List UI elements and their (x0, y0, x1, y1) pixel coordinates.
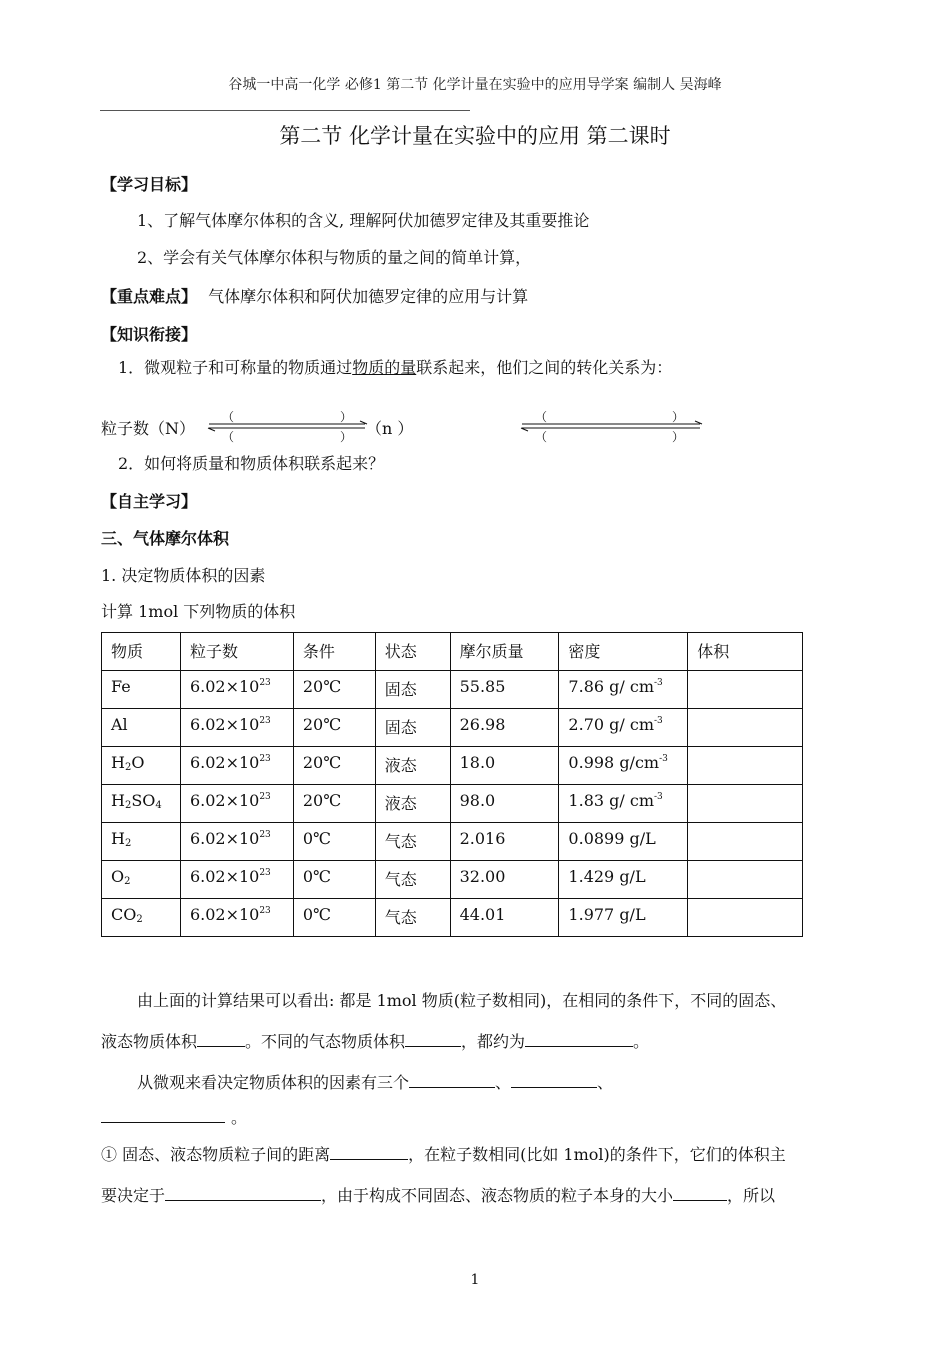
volume-cell[interactable] (688, 899, 803, 937)
table-header-row (102, 633, 803, 671)
particle-count-cell (180, 861, 293, 899)
particle-count-label: 粒子数（N） (101, 419, 196, 438)
page-number: 1 (470, 1272, 480, 1288)
count-exponent: 23 (259, 830, 271, 840)
formula-subscript: 2 (124, 876, 131, 887)
formula: Fe (111, 677, 131, 696)
p3-text: ，由于构成不同固态、液态物质的粒子本身的大小 (321, 1186, 674, 1205)
density-exponent: -3 (659, 754, 668, 764)
paren-close-bottom-left: ） (340, 430, 353, 444)
p2-end: 。 (231, 1108, 248, 1127)
count-exponent: 23 (259, 678, 271, 688)
p2-separator: 、 (597, 1073, 614, 1092)
state-cell: 气态 (375, 861, 450, 899)
paragraph-1-line-1: 由上面的计算结果可以看出: 都是 1mol 物质(粒子数相同)，在相同的条件下，不同的固态、 (137, 991, 787, 1010)
formula-part: H (111, 753, 125, 772)
substance-cell (102, 709, 181, 747)
particle-count-cell (180, 823, 293, 861)
formula-part: CO (111, 905, 137, 924)
volume-cell[interactable] (688, 861, 803, 899)
header-cell: 密度 (559, 633, 688, 671)
condition-cell: 0℃ (293, 861, 375, 899)
count-base: 6.02×10 (189, 715, 260, 734)
table-row (102, 823, 803, 861)
substance-table (101, 632, 803, 937)
p3-text: ，所以 (727, 1186, 776, 1205)
key-points (101, 284, 528, 307)
fill-blank[interactable] (101, 1108, 225, 1123)
fill-blank[interactable] (330, 1145, 408, 1160)
fill-blank[interactable] (511, 1073, 597, 1088)
volume-cell[interactable] (688, 671, 803, 709)
paren-open-top-right: （ (535, 410, 548, 424)
formula-subscript: 4 (155, 800, 162, 811)
substance-cell (102, 823, 181, 861)
header-cell: 物质 (102, 633, 181, 671)
key-text: 气体摩尔体积和阿伏加德罗定律的应用与计算 (208, 287, 529, 306)
volume-cell[interactable] (688, 709, 803, 747)
condition-cell: 0℃ (293, 823, 375, 861)
density-exponent: -3 (653, 678, 663, 688)
condition-cell: 20℃ (293, 709, 375, 747)
state-cell: 液态 (375, 785, 450, 823)
formula-subscript: 2 (124, 800, 132, 811)
count-exponent: 23 (259, 754, 271, 764)
count-exponent: 23 (259, 906, 271, 916)
density-base: 1.83 g/ cm (568, 791, 654, 810)
count-exponent: 23 (259, 792, 271, 802)
fill-blank[interactable] (165, 1186, 321, 1201)
table-row (102, 861, 803, 899)
goal-1: 1、了解气体摩尔体积的含义, 理解阿伏加德罗定律及其重要推论 (137, 211, 590, 230)
paren-close-bottom-right: ） (672, 430, 685, 444)
paragraph-2-line-2 (101, 1105, 247, 1128)
paren-close-top-left: ） (340, 410, 353, 424)
count-base: 6.02×10 (189, 867, 260, 886)
link-heading: 【知识衔接】 (101, 325, 198, 344)
count-base: 6.02×10 (189, 905, 260, 924)
formula-part: O (111, 867, 125, 886)
molar-mass-cell: 44.01 (450, 899, 559, 937)
state-cell: 液态 (375, 747, 450, 785)
density-cell: 1.977 g/L (559, 899, 688, 937)
count-base: 6.02×10 (189, 829, 260, 848)
molar-mass-cell: 26.98 (450, 709, 559, 747)
formula-part: H (111, 791, 125, 810)
page-header: 谷城一中高一化学 必修1 第二节 化学计量在实验中的应用导学案 编制人 吴海峰 (228, 77, 722, 93)
count-exponent: 23 (259, 868, 271, 878)
key-heading: 【重点难点】 (101, 287, 198, 306)
formula-subscript: 2 (124, 762, 132, 773)
fill-blank[interactable] (405, 1032, 461, 1047)
paragraph-3-line-1 (101, 1142, 786, 1165)
paren-close-top-right: ） (672, 410, 685, 424)
paren-open-top-left: （ (222, 410, 235, 424)
section-3-heading: 三、气体摩尔体积 (101, 529, 230, 548)
formula-part: H (111, 829, 125, 848)
self-study-heading: 【自主学习】 (101, 492, 198, 511)
molar-mass-cell: 18.0 (450, 747, 559, 785)
density-exponent: -3 (653, 716, 663, 726)
link-question-2: 2．如何将质量和物质体积联系起来？ (118, 454, 385, 473)
condition-cell: 20℃ (293, 785, 375, 823)
particle-count-cell (180, 709, 293, 747)
particle-count-cell (180, 899, 293, 937)
density-cell (559, 785, 688, 823)
header-cell: 粒子数 (180, 633, 293, 671)
density-cell (559, 671, 688, 709)
condition-cell: 20℃ (293, 747, 375, 785)
formula: Al (111, 715, 128, 734)
substance-cell (102, 861, 181, 899)
goal-2: 2、学会有关气体摩尔体积与物质的量之间的简单计算， (137, 248, 532, 267)
count-base: 6.02×10 (189, 753, 260, 772)
link-q1-post: 联系起来，他们之间的转化关系为： (416, 358, 673, 377)
state-cell: 固态 (375, 709, 450, 747)
state-cell: 固态 (375, 671, 450, 709)
density-base: 2.70 g/ cm (568, 715, 654, 734)
p1-text: 液态物质体积 (101, 1032, 198, 1051)
molar-mass-cell: 55.85 (450, 671, 559, 709)
fill-blank[interactable] (409, 1073, 495, 1088)
density-exponent: -3 (653, 792, 663, 802)
density-cell (559, 747, 688, 785)
p3-text: ，在粒子数相同(比如 1mol)的条件下，它们的体积主 (408, 1145, 786, 1164)
table-row (102, 671, 803, 709)
count-exponent: 23 (259, 716, 271, 726)
count-base: 6.02×10 (189, 791, 260, 810)
count-base: 6.02×10 (189, 677, 260, 696)
density-cell: 1.429 g/L (559, 861, 688, 899)
header-cell: 状态 (375, 633, 450, 671)
substance-cell (102, 899, 181, 937)
goals-heading: 【学习目标】 (101, 175, 198, 194)
header-cell: 摩尔质量 (450, 633, 559, 671)
lesson-title: 第二节 化学计量在实验中的应用 第二课时 (279, 124, 671, 148)
link-question-1 (118, 355, 672, 378)
volume-cell[interactable] (688, 747, 803, 785)
header-cell: 条件 (293, 633, 375, 671)
table-row (102, 747, 803, 785)
molar-mass-cell: 2.016 (450, 823, 559, 861)
p3-text: 要决定于 (101, 1186, 166, 1205)
particle-count-cell (180, 671, 293, 709)
molar-mass-cell: 98.0 (450, 785, 559, 823)
condition-cell: 20℃ (293, 671, 375, 709)
formula-part: O (131, 753, 145, 772)
paragraph-3-line-2 (101, 1183, 775, 1206)
link-q1-pre: 1．微观粒子和可称量的物质通过 (118, 358, 353, 377)
paragraph-2-line-1 (137, 1070, 613, 1093)
substance-cell (102, 785, 181, 823)
particle-count-cell (180, 747, 293, 785)
p2-text: 从微观来看决定物质体积的因素有三个 (137, 1073, 410, 1092)
subsection-1: 1. 决定物质体积的因素 (101, 566, 266, 585)
formula-subscript: 2 (136, 914, 143, 925)
fill-blank[interactable] (673, 1186, 727, 1201)
header-cell: 体积 (688, 633, 803, 671)
paren-open-bottom-left: （ (222, 430, 235, 444)
p2-separator: 、 (495, 1073, 512, 1092)
table-row (102, 709, 803, 747)
molar-mass-cell: 32.00 (450, 861, 559, 899)
paren-open-bottom-right: （ (535, 430, 548, 444)
p1-text: 。 (633, 1032, 650, 1051)
header-rule (100, 110, 470, 111)
formula-part: SO (131, 791, 156, 810)
p1-text: ，都约为 (461, 1032, 526, 1051)
volume-cell[interactable] (688, 785, 803, 823)
state-cell: 气态 (375, 823, 450, 861)
n-label: （n ） (366, 419, 414, 438)
paragraph-1-line-2 (101, 1029, 649, 1052)
density-base: 0.998 g/cm (568, 753, 660, 772)
particle-count-cell (180, 785, 293, 823)
density-cell (559, 709, 688, 747)
formula-subscript: 2 (124, 838, 132, 849)
table-row (102, 899, 803, 937)
condition-cell: 0℃ (293, 899, 375, 937)
table-row (102, 785, 803, 823)
density-cell: 0.0899 g/L (559, 823, 688, 861)
link-q1-underlined: 物质的量 (352, 358, 417, 377)
fill-blank[interactable] (525, 1032, 633, 1047)
volume-cell[interactable] (688, 823, 803, 861)
substance-cell (102, 671, 181, 709)
fill-blank[interactable] (197, 1032, 245, 1047)
p1-text: 。不同的气态物质体积 (245, 1032, 406, 1051)
substance-cell (102, 747, 181, 785)
p3-text: ① 固态、液态物质粒子间的距离 (101, 1145, 331, 1164)
calc-instruction: 计算 1mol 下列物质的体积 (101, 602, 296, 621)
state-cell: 气态 (375, 899, 450, 937)
density-base: 7.86 g/ cm (568, 677, 654, 696)
